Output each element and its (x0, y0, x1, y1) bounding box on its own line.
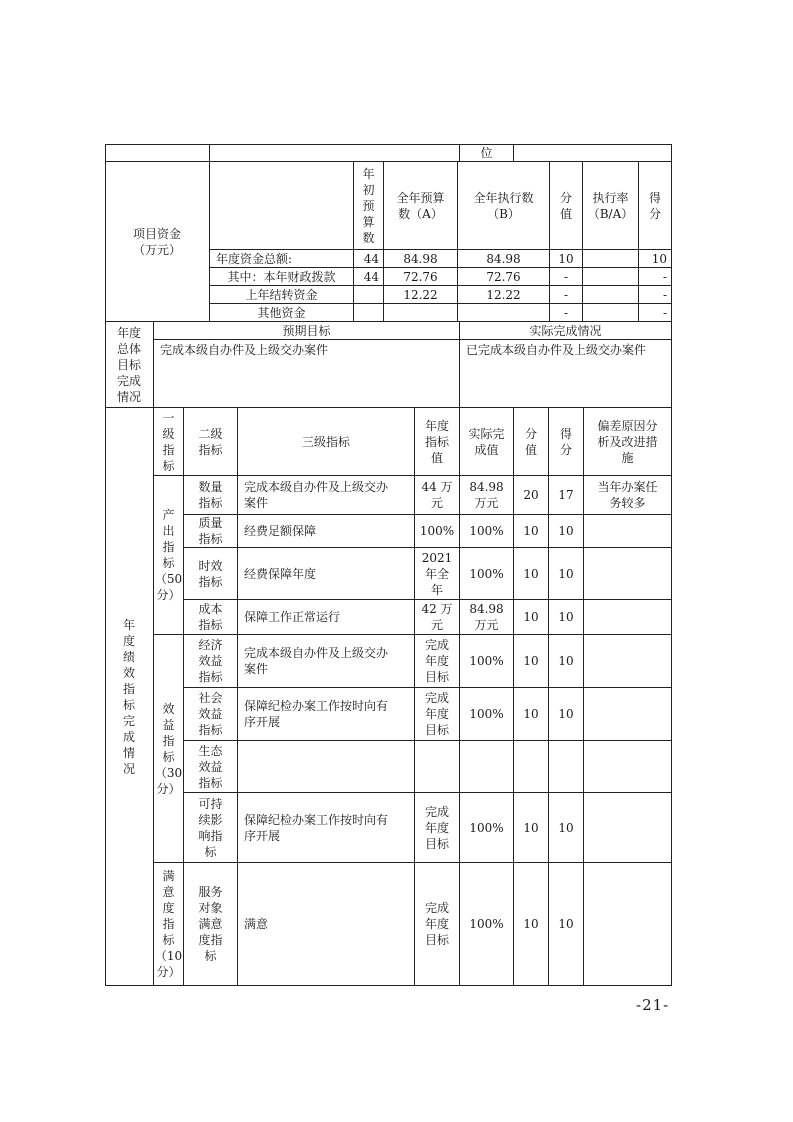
ind-row-actual (460, 741, 514, 793)
funds-row-label: 上年结转资金 (210, 286, 354, 304)
ind-row-score: 10 (549, 863, 584, 986)
ind-row-score-value: 10 (514, 688, 549, 741)
ind-row-score-value: 20 (514, 476, 549, 515)
ind-row-level3: 完成本级自办件及上级交办 案件 (238, 635, 415, 688)
funds-label: 项目资金 （万元） (105, 162, 210, 322)
ind-row-level3 (238, 741, 415, 793)
funds-row-rate (583, 250, 639, 268)
ind-row-level3: 满意 (238, 863, 415, 986)
ind-row-score-value: 10 (514, 548, 549, 600)
ind-row-level2: 可持 续影 响指 标 (184, 793, 238, 863)
header-cell-2 (210, 144, 460, 162)
funds-row-score-value: - (550, 304, 583, 322)
funds-header-blank (210, 162, 354, 250)
ind-row-score: 10 (549, 793, 584, 863)
ind-header-annual: 年度 指标 值 (415, 408, 460, 476)
funds-row-rate (583, 268, 639, 286)
col-initial-budget: 年 初 预 算 数 (354, 162, 384, 250)
ind-row-deviation: 当年办案任 务较多 (584, 476, 672, 515)
funds-row-score-value: 10 (550, 250, 583, 268)
ind-row-deviation (584, 600, 672, 635)
ind-row-level3: 完成本级自办件及上级交办 案件 (238, 476, 415, 515)
goals-actual: 已完成本级自办件及上级交办案件 (460, 340, 672, 408)
funds-row-initial (354, 304, 384, 322)
ind-row-level3: 经费保障年度 (238, 548, 415, 600)
goals-expected: 完成本级自办件及上级交办案件 (154, 340, 460, 408)
goals-expected-header: 预期目标 (154, 322, 460, 340)
funds-row-score: 10 (639, 250, 672, 268)
ind-header-score: 得 分 (549, 408, 584, 476)
ind-header-actual: 实际完 成值 (460, 408, 514, 476)
ind-group-output: 产 出 指 标 （50 分） (154, 476, 184, 635)
ind-row-score: 10 (549, 548, 584, 600)
funds-row-score: - (639, 286, 672, 304)
ind-row-score (549, 741, 584, 793)
ind-row-deviation (584, 515, 672, 548)
page-number: -21- (636, 996, 670, 1014)
funds-row-label: 其他资金 (210, 304, 354, 322)
funds-row-executed: 12.22 (458, 286, 550, 304)
ind-row-score: 10 (549, 600, 584, 635)
ind-row-annual: 42 万 元 (415, 600, 460, 635)
ind-row-actual: 84.98 万元 (460, 476, 514, 515)
ind-group-benefit: 效 益 指 标 （30 分） (154, 635, 184, 863)
funds-row-score-value: - (550, 286, 583, 304)
ind-row-level2: 服务 对象 满意 度指 标 (184, 863, 238, 986)
indicators-side-label: 年 度 绩 效 指 标 完 成 情 况 (105, 408, 154, 986)
ind-row-annual: 完成 年度 目标 (415, 635, 460, 688)
ind-row-level2: 成本 指标 (184, 600, 238, 635)
ind-row-annual: 完成 年度 目标 (415, 793, 460, 863)
ind-row-actual: 84.98 万元 (460, 600, 514, 635)
ind-row-deviation (584, 688, 672, 741)
ind-row-actual: 100% (460, 548, 514, 600)
ind-row-annual (415, 741, 460, 793)
ind-row-score-value: 10 (514, 600, 549, 635)
header-cell-4 (514, 144, 672, 162)
ind-row-annual: 100% (415, 515, 460, 548)
ind-header-level2: 二级 指标 (184, 408, 238, 476)
ind-row-level3: 保障纪检办案工作按时向有 序开展 (238, 688, 415, 741)
ind-row-score-value: 10 (514, 515, 549, 548)
ind-row-level2: 经济 效益 指标 (184, 635, 238, 688)
ind-row-actual: 100% (460, 515, 514, 548)
ind-row-annual: 2021 年全 年 (415, 548, 460, 600)
col-score-value: 分 值 (550, 162, 583, 250)
ind-row-actual: 100% (460, 793, 514, 863)
header-cell-1 (105, 144, 210, 162)
ind-row-level2: 生态 效益 指标 (184, 741, 238, 793)
ind-row-score-value (514, 741, 549, 793)
ind-row-level2: 时效 指标 (184, 548, 238, 600)
ind-row-deviation (584, 741, 672, 793)
funds-row-annual: 72.76 (384, 268, 458, 286)
funds-row-score: - (639, 268, 672, 286)
funds-row-score-value: - (550, 268, 583, 286)
ind-row-level3: 保障工作正常运行 (238, 600, 415, 635)
ind-row-level2: 质量 指标 (184, 515, 238, 548)
ind-row-actual: 100% (460, 635, 514, 688)
ind-row-level2: 数量 指标 (184, 476, 238, 515)
ind-row-level3: 保障纪检办案工作按时向有 序开展 (238, 793, 415, 863)
ind-row-level2: 社会 效益 指标 (184, 688, 238, 741)
ind-row-actual: 100% (460, 688, 514, 741)
funds-row-score: - (639, 304, 672, 322)
ind-row-deviation (584, 863, 672, 986)
funds-row-initial: 44 (354, 268, 384, 286)
col-executed: 全年执行数 （B） (458, 162, 550, 250)
funds-row-annual (384, 304, 458, 322)
ind-row-annual: 44 万 元 (415, 476, 460, 515)
ind-group-satisfaction: 满 意 度 指 标 （10 分） (154, 863, 184, 986)
ind-row-score-value: 10 (514, 863, 549, 986)
goals-actual-header: 实际完成情况 (460, 322, 672, 340)
ind-header-level1: 一 级 指 标 (154, 408, 184, 476)
funds-row-label: 其中：本年财政拨款 (210, 268, 354, 286)
col-annual-budget: 全年预算 数（A） (384, 162, 458, 250)
funds-row-annual: 12.22 (384, 286, 458, 304)
goals-label: 年度 总体 目标 完成 情况 (105, 322, 154, 408)
funds-row-rate (583, 286, 639, 304)
funds-row-executed (458, 304, 550, 322)
ind-row-annual: 完成 年度 目标 (415, 863, 460, 986)
ind-row-score: 10 (549, 688, 584, 741)
col-exec-rate: 执行率 （B/A） (583, 162, 639, 250)
funds-row-initial (354, 286, 384, 304)
ind-row-level3: 经费足额保障 (238, 515, 415, 548)
ind-row-score: 17 (549, 476, 584, 515)
ind-row-actual: 100% (460, 863, 514, 986)
ind-row-annual: 完成 年度 目标 (415, 688, 460, 741)
funds-row-annual: 84.98 (384, 250, 458, 268)
col-score: 得 分 (639, 162, 672, 250)
ind-row-deviation (584, 548, 672, 600)
funds-row-executed: 72.76 (458, 268, 550, 286)
performance-table (105, 144, 672, 986)
funds-row-rate (583, 304, 639, 322)
ind-header-deviation: 偏差原因分 析及改进措 施 (584, 408, 672, 476)
ind-row-deviation (584, 793, 672, 863)
funds-row-label: 年度资金总额: (210, 250, 354, 268)
unit-label: 位 (460, 144, 514, 162)
ind-row-score: 10 (549, 515, 584, 548)
funds-row-executed: 84.98 (458, 250, 550, 268)
funds-row-initial: 44 (354, 250, 384, 268)
ind-row-score-value: 10 (514, 635, 549, 688)
ind-row-score-value: 10 (514, 793, 549, 863)
ind-header-score-value: 分 值 (514, 408, 549, 476)
ind-header-level3: 三级指标 (238, 408, 415, 476)
ind-row-score: 10 (549, 635, 584, 688)
ind-row-deviation (584, 635, 672, 688)
